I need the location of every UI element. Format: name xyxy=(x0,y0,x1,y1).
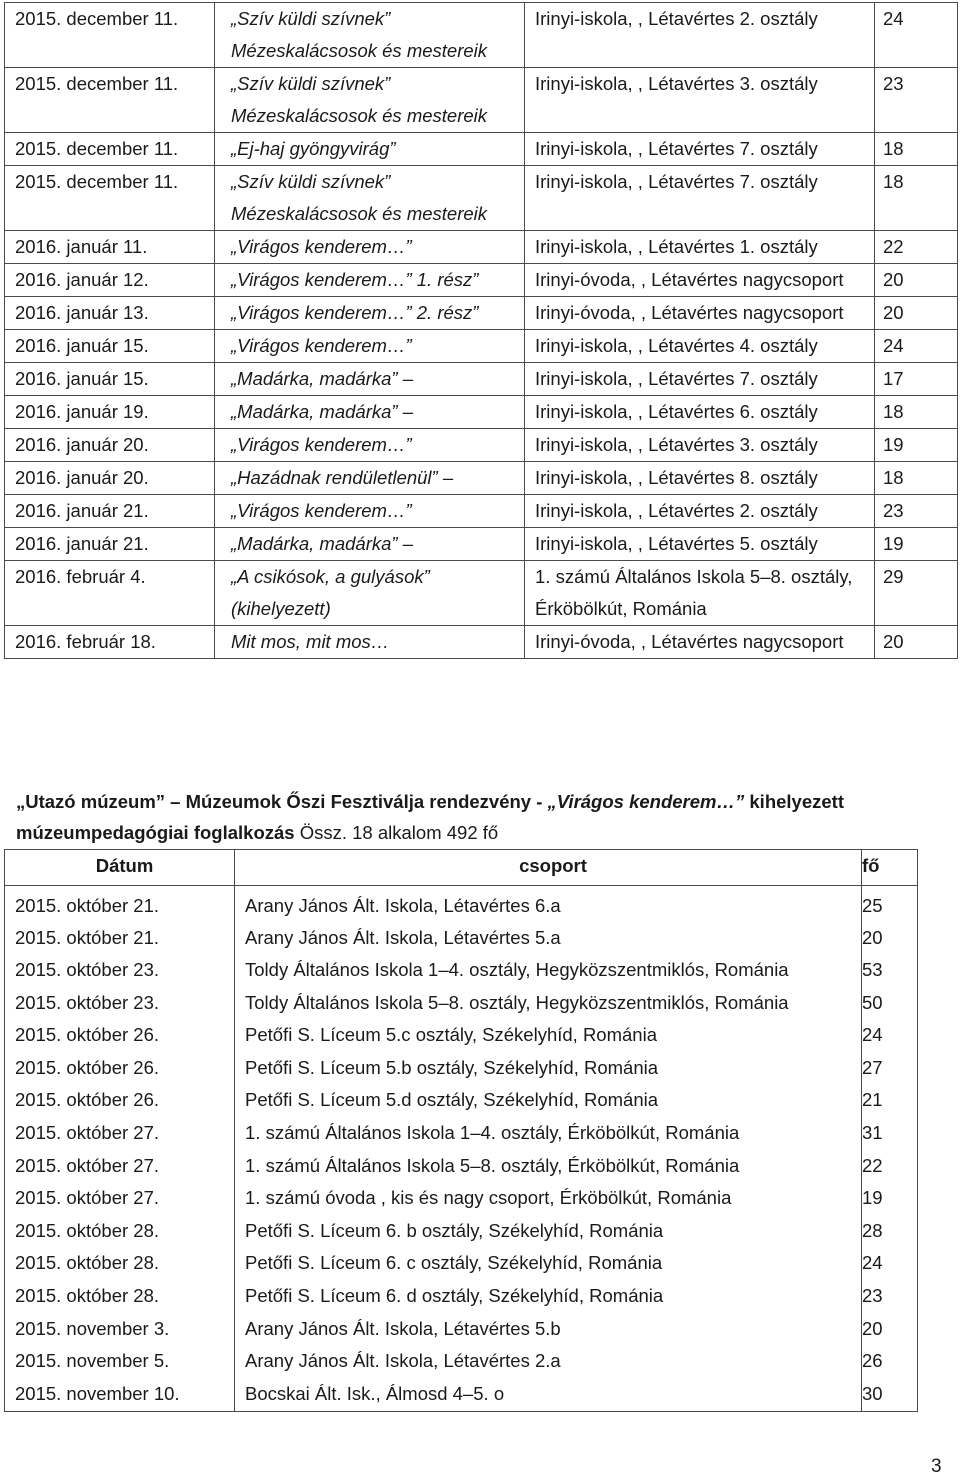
event-count: 18 xyxy=(875,166,958,231)
event-count: 24 xyxy=(875,330,958,363)
event-date: 2016. január 21. xyxy=(5,495,215,528)
table-row xyxy=(5,363,958,396)
visit-date: 2015. október 28. xyxy=(5,1280,235,1313)
event-title: „Virágos kenderem…” xyxy=(215,495,525,528)
event-title: „Virágos kenderem…” xyxy=(215,330,525,363)
table-row xyxy=(5,626,958,659)
visit-count: 21 xyxy=(862,1084,918,1117)
event-group: Irinyi-iskola, , Létavértes 5. osztály xyxy=(525,528,875,561)
visit-date: 2015. november 10. xyxy=(5,1378,235,1412)
visit-date: 2015. október 21. xyxy=(5,922,235,955)
quote-close-dash: ” – xyxy=(155,791,181,812)
visit-count: 24 xyxy=(862,1247,918,1280)
event-date: 2016. január 12. xyxy=(5,264,215,297)
visit-count: 20 xyxy=(862,1313,918,1346)
table-row xyxy=(5,495,958,528)
visit-date: 2015. október 27. xyxy=(5,1117,235,1150)
visit-date: 2015. október 23. xyxy=(5,987,235,1020)
visit-count: 53 xyxy=(862,954,918,987)
festival-name: Múzeumok Őszi Fesztiválja rendezvény xyxy=(185,791,532,812)
visit-group: Toldy Általános Iskola 5–8. osztály, Hegyközszentmiklós, Románia xyxy=(235,987,862,1020)
table-row xyxy=(5,330,958,363)
visit-group: 1. számú Általános Iskola 1–4. osztály, Érköbölkút, Románia xyxy=(235,1117,862,1150)
quote-open: „ xyxy=(16,791,26,812)
visit-group: Arany János Ált. Iskola, Létavértes 5.b xyxy=(235,1313,862,1346)
event-title: „Virágos kenderem…” 1. rész” xyxy=(215,264,525,297)
event-count: 24 xyxy=(875,3,958,68)
table-row xyxy=(5,1117,918,1150)
event-date: 2016. január 20. xyxy=(5,429,215,462)
table-row xyxy=(5,3,958,68)
visit-count: 31 xyxy=(862,1117,918,1150)
event-title: Mit mos, mit mos… xyxy=(215,626,525,659)
visit-group: Arany János Ált. Iskola, Létavértes 6.a xyxy=(235,886,862,922)
table-row xyxy=(5,1215,918,1248)
event-group: Irinyi-iskola, , Létavértes 3. osztály xyxy=(525,429,875,462)
visit-date: 2015. november 5. xyxy=(5,1345,235,1378)
activity-line1: kihelyezett xyxy=(749,791,844,812)
event-date: 2016. január 21. xyxy=(5,528,215,561)
event-title: „Virágos kenderem…” 2. rész” xyxy=(215,297,525,330)
visit-count: 25 xyxy=(862,886,918,922)
visit-date: 2015. október 26. xyxy=(5,1084,235,1117)
event-title: „Madárka, madárka” – xyxy=(215,528,525,561)
header-count: fő xyxy=(862,850,918,886)
event-group: Irinyi-iskola, , Létavértes 8. osztály xyxy=(525,462,875,495)
visit-date: 2015. október 23. xyxy=(5,954,235,987)
table-row xyxy=(5,297,958,330)
event-date: 2016. január 15. xyxy=(5,330,215,363)
table-row xyxy=(5,133,958,166)
event-group: Irinyi-iskola, , Létavértes 7. osztály xyxy=(525,363,875,396)
visit-count: 22 xyxy=(862,1150,918,1183)
table-row xyxy=(5,528,958,561)
event-title: „Ej-haj gyöngyvirág” xyxy=(215,133,525,166)
event-group: Irinyi-óvoda, , Létavértes nagycsoport xyxy=(525,264,875,297)
visit-count: 50 xyxy=(862,987,918,1020)
table-row xyxy=(5,396,958,429)
visit-count: 23 xyxy=(862,1280,918,1313)
header-date: Dátum xyxy=(5,850,235,886)
table-row xyxy=(5,68,958,133)
event-group: Irinyi-iskola, , Létavértes 4. osztály xyxy=(525,330,875,363)
table-row xyxy=(5,264,958,297)
visit-group: Petőfi S. Líceum 5.d osztály, Székelyhíd, Románia xyxy=(235,1084,862,1117)
event-title: „Virágos kenderem…” xyxy=(215,231,525,264)
visit-date: 2015. október 21. xyxy=(5,886,235,922)
table-row xyxy=(5,922,918,955)
event-group: Irinyi-iskola, , Létavértes 3. osztály xyxy=(525,68,875,133)
section-heading xyxy=(16,786,936,848)
visit-count: 28 xyxy=(862,1215,918,1248)
table-row xyxy=(5,1084,918,1117)
event-title: „Szív küldi szívnek” Mézeskalácsosok és mestereik xyxy=(215,3,525,68)
visit-date: 2015. november 3. xyxy=(5,1313,235,1346)
event-count: 18 xyxy=(875,133,958,166)
visit-group: Bocskai Ált. Isk., Álmosd 4–5. o xyxy=(235,1378,862,1412)
event-date: 2016. január 13. xyxy=(5,297,215,330)
event-count: 23 xyxy=(875,68,958,133)
table-row xyxy=(5,987,918,1020)
event-title: „Virágos kenderem…” xyxy=(215,429,525,462)
header-group: csoport xyxy=(235,850,862,886)
table-header-row xyxy=(5,850,918,886)
visit-date: 2015. október 28. xyxy=(5,1215,235,1248)
table-row xyxy=(5,561,958,626)
event-group: Irinyi-óvoda, , Létavértes nagycsoport xyxy=(525,626,875,659)
event-group: 1. számú Általános Iskola 5–8. osztály, Érköbölkút, Románia xyxy=(525,561,875,626)
event-count: 22 xyxy=(875,231,958,264)
visit-group: Petőfi S. Líceum 6. d osztály, Székelyhíd, Románia xyxy=(235,1280,862,1313)
event-date: 2016. január 19. xyxy=(5,396,215,429)
event-count: 29 xyxy=(875,561,958,626)
visit-date: 2015. október 27. xyxy=(5,1150,235,1183)
visit-group: Toldy Általános Iskola 1–4. osztály, Hegyközszentmiklós, Románia xyxy=(235,954,862,987)
event-title: „A csikósok, a gulyások” (kihelyezett) xyxy=(215,561,525,626)
visit-count: 27 xyxy=(862,1052,918,1085)
event-date: 2015. december 11. xyxy=(5,166,215,231)
table-row xyxy=(5,462,958,495)
event-date: 2016. február 4. xyxy=(5,561,215,626)
event-count: 18 xyxy=(875,462,958,495)
event-count: 18 xyxy=(875,396,958,429)
events-table xyxy=(4,2,958,659)
event-group: Irinyi-óvoda, , Létavértes nagycsoport xyxy=(525,297,875,330)
visit-group: Petőfi S. Líceum 6. c osztály, Székelyhíd, Románia xyxy=(235,1247,862,1280)
event-group: Irinyi-iskola, , Létavértes 7. osztály xyxy=(525,166,875,231)
summary-text: Össz. 18 alkalom 492 fő xyxy=(299,822,499,843)
visit-date: 2015. október 26. xyxy=(5,1052,235,1085)
event-count: 17 xyxy=(875,363,958,396)
visit-date: 2015. október 26. xyxy=(5,1019,235,1052)
table-row xyxy=(5,1052,918,1085)
table-row xyxy=(5,1247,918,1280)
visit-count: 24 xyxy=(862,1019,918,1052)
visit-group: Petőfi S. Líceum 5.c osztály, Székelyhíd, Románia xyxy=(235,1019,862,1052)
visit-group: Arany János Ált. Iskola, Létavértes 5.a xyxy=(235,922,862,955)
visit-group: Petőfi S. Líceum 5.b osztály, Székelyhíd, Románia xyxy=(235,1052,862,1085)
visit-count: 20 xyxy=(862,922,918,955)
table-row xyxy=(5,1378,918,1412)
table-row xyxy=(5,1019,918,1052)
event-count: 23 xyxy=(875,495,958,528)
event-title: „Madárka, madárka” – xyxy=(215,396,525,429)
event-group: Irinyi-iskola, , Létavértes 1. osztály xyxy=(525,231,875,264)
visit-group: Petőfi S. Líceum 6. b osztály, Székelyhíd, Románia xyxy=(235,1215,862,1248)
event-date: 2015. december 11. xyxy=(5,68,215,133)
heading-dash: - xyxy=(536,791,543,812)
event-title: „Madárka, madárka” – xyxy=(215,363,525,396)
event-date: 2016. január 20. xyxy=(5,462,215,495)
event-date: 2016. február 18. xyxy=(5,626,215,659)
event-date: 2015. december 11. xyxy=(5,133,215,166)
event-title: „Hazádnak rendületlenül” – xyxy=(215,462,525,495)
table-row xyxy=(5,231,958,264)
event-count: 19 xyxy=(875,528,958,561)
table-row xyxy=(5,954,918,987)
event-date: 2016. január 15. xyxy=(5,363,215,396)
program-title: „Virágos kenderem…” xyxy=(547,791,745,812)
table-row xyxy=(5,1313,918,1346)
table-row xyxy=(5,886,918,922)
event-date: 2015. december 11. xyxy=(5,3,215,68)
museum-visits-table xyxy=(4,849,918,1412)
event-count: 20 xyxy=(875,297,958,330)
event-group: Irinyi-iskola, , Létavértes 2. osztály xyxy=(525,495,875,528)
visit-group: 1. számú óvoda , kis és nagy csoport, Érköbölkút, Románia xyxy=(235,1182,862,1215)
event-group: Irinyi-iskola, , Létavértes 6. osztály xyxy=(525,396,875,429)
table-row xyxy=(5,1345,918,1378)
visit-count: 19 xyxy=(862,1182,918,1215)
activity-line2: múzeumpedagógiai foglalkozás xyxy=(16,822,295,843)
visit-date: 2015. október 27. xyxy=(5,1182,235,1215)
page-number: 3 xyxy=(931,1456,942,1477)
table-row xyxy=(5,1280,918,1313)
event-group: Irinyi-iskola, , Létavértes 7. osztály xyxy=(525,133,875,166)
visit-count: 26 xyxy=(862,1345,918,1378)
table-row xyxy=(5,1182,918,1215)
visit-group: Arany János Ált. Iskola, Létavértes 2.a xyxy=(235,1345,862,1378)
event-count: 19 xyxy=(875,429,958,462)
visit-date: 2015. október 28. xyxy=(5,1247,235,1280)
event-group: Irinyi-iskola, , Létavértes 2. osztály xyxy=(525,3,875,68)
table-row xyxy=(5,166,958,231)
event-count: 20 xyxy=(875,626,958,659)
event-date: 2016. január 11. xyxy=(5,231,215,264)
visit-count: 30 xyxy=(862,1378,918,1412)
table-row xyxy=(5,429,958,462)
event-title: „Szív küldi szívnek” Mézeskalácsosok és mestereik xyxy=(215,166,525,231)
table-row xyxy=(5,1150,918,1183)
museum-name: Utazó múzeum xyxy=(25,791,156,812)
event-count: 20 xyxy=(875,264,958,297)
visit-group: 1. számú Általános Iskola 5–8. osztály, Érköbölkút, Románia xyxy=(235,1150,862,1183)
event-title: „Szív küldi szívnek” Mézeskalácsosok és mestereik xyxy=(215,68,525,133)
